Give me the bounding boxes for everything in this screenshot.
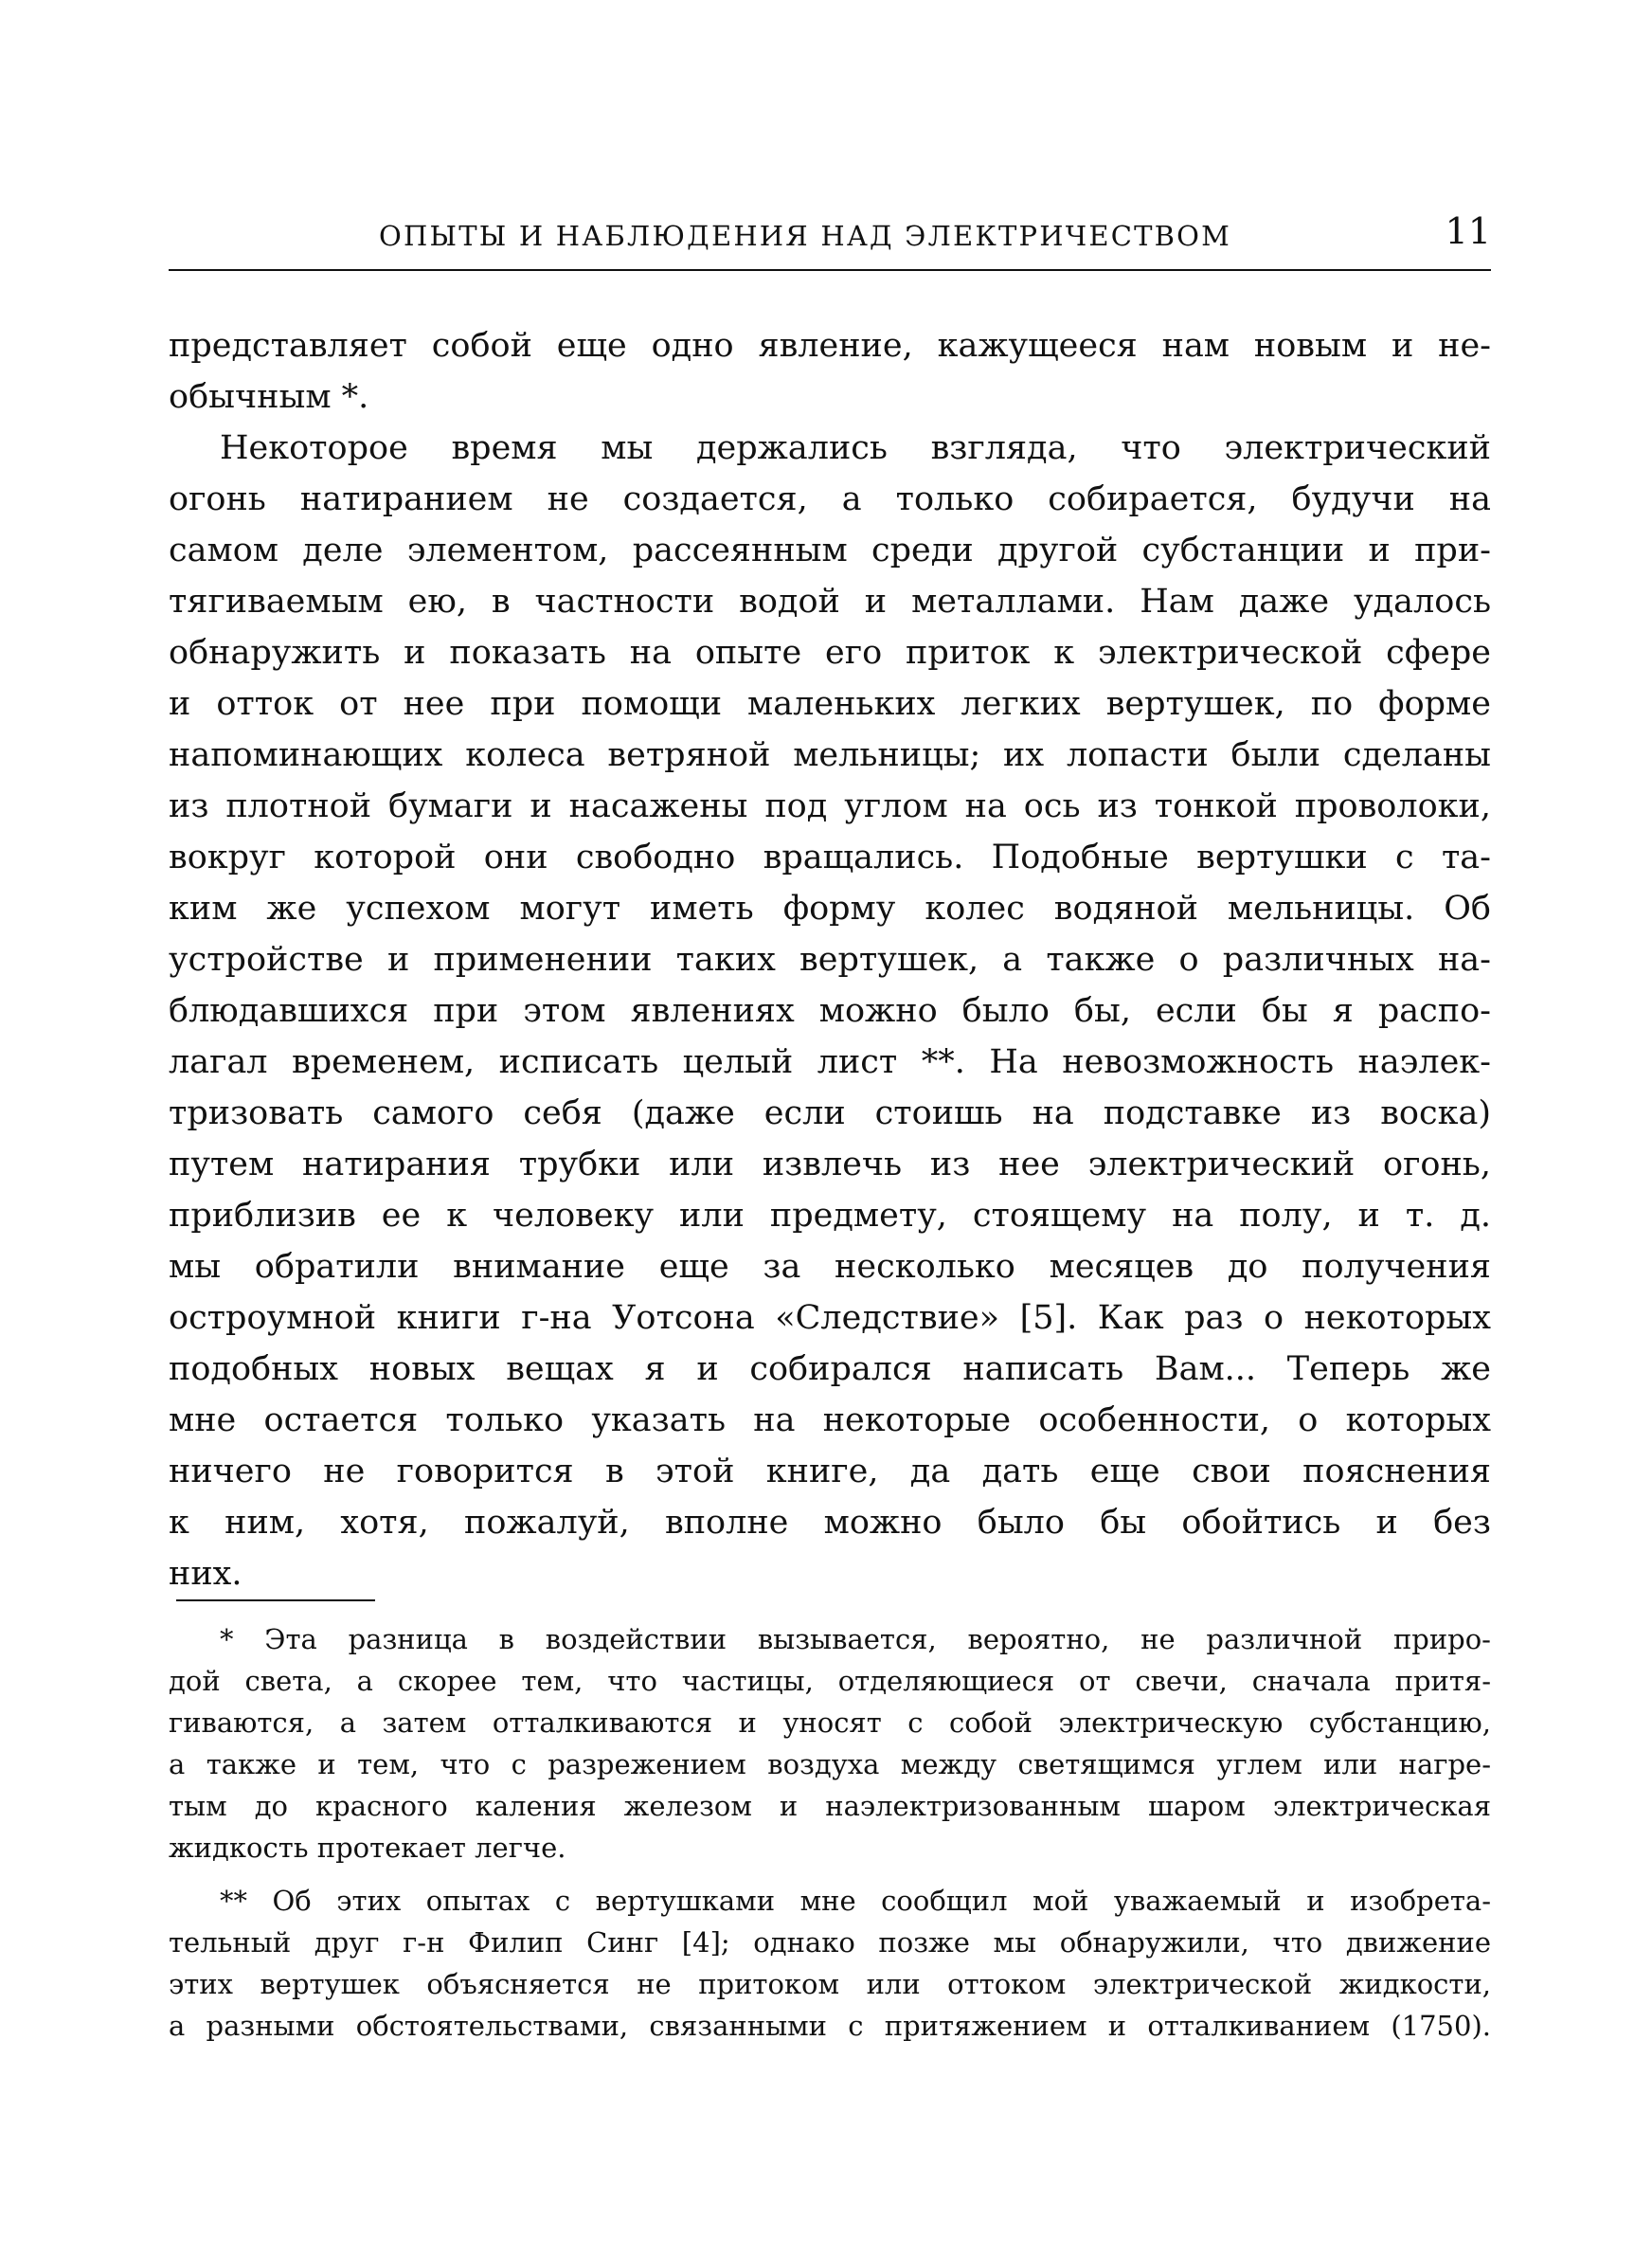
running-title: ОПЫТЫ И НАБЛЮДЕНИЯ НАД ЭЛЕКТРИЧЕСТВОМ [379,220,1232,252]
text-line: устройстве и применении таких вертушек, а также о различных на- [169,941,1491,979]
main-text [169,320,1491,1599]
text-line: ничего не говорится в этой книге, да дать еще свои пояснения [169,1453,1491,1490]
text-line: напоминающих колеса ветряной мельницы; их лопасти были сделаны [169,736,1491,774]
text-line: приблизив ее к человеку или предмету, стоящему на полу, и т. д. [169,1197,1491,1235]
footnote-line: гиваются, а затем отталкиваются и уносят с собой электрическую субстанцию, [169,1706,1491,1739]
footnote-line: ** Об этих опытах с вертушками мне сообщил мой уважаемый и изобрета- [220,1885,1491,1917]
text-line: ким же успехом могут иметь форму колес водяной мельницы. Об [169,890,1491,928]
footnotes [169,1618,1491,2047]
footnote-rule [176,1599,375,1601]
footnote-2 [169,1880,1491,2047]
text-line: них. [169,1555,242,1593]
text-line: остроумной книги г-на Уотсона «Следствие» [5]. Как раз о некоторых [169,1299,1491,1337]
text-line: обнаружить и показать на опыте его приток к электрической сфере [169,634,1491,672]
footnote-line: тельный друг г-н Филип Синг [4]; однако позже мы обнаружили, что движение [169,1926,1491,1959]
text-line: тризовать самого себя (даже если стоишь на подставке из воска) [169,1094,1491,1132]
text-line: путем натирания трубки или извлечь из нее электрический огонь, [169,1146,1491,1183]
footnote-gap [169,1869,1491,1880]
paragraph-2 [169,423,1491,1599]
page-number: 11 [1445,210,1491,252]
text-line: к ним, хотя, пожалуй, вполне можно было бы обойтись и без [169,1504,1491,1542]
text-line: из плотной бумаги и насажены под углом на ось из тонкой проволоки, [169,787,1491,825]
paragraph-1 [169,320,1491,423]
text-line: подобных новых вещах я и собирался написать Вам... Теперь же [169,1350,1491,1388]
footnote-line: * Эта разница в воздействии вызывается, вероятно, не различной приро- [220,1623,1491,1655]
text-line: мы обратили внимание еще за несколько месяцев до получения [169,1248,1491,1286]
text-line: представляет собой еще одно явление, кажущееся нам новым и не- [169,327,1491,365]
text-line: мне остается только указать на некоторые особенности, о которых [169,1401,1491,1439]
footnote-line: дой света, а скорее тем, что частицы, отделяющиеся от свечи, сначала притя- [169,1665,1491,1697]
text-line: вокруг которой они свободно вращались. Подобные вертушки с та- [169,839,1491,876]
footnote-line: жидкость протекает легче. [169,1832,566,1864]
text-line: самом деле элементом, рассеянным среди другой субстанции и при- [169,532,1491,569]
text-line: огонь натиранием не создается, а только собирается, будучи на [169,480,1491,518]
text-line: и отток от нее при помощи маленьких легких вертушек, по форме [169,685,1491,723]
footnote-line: этих вертушек объясняется не притоком или оттоком электрической жидкости, [169,1968,1491,2000]
footnote-line: а также и тем, что с разрежением воздуха между светящимся углем или нагре- [169,1748,1491,1780]
text-line: обычным *. [169,378,369,416]
footnote-line: а разными обстоятельствами, связанными с притяжением и отталкиванием (1750). [169,2010,1491,2042]
text-line: Некоторое время мы держались взгляда, что электрический [220,429,1491,467]
header-rule [169,269,1491,271]
text-line: тягиваемым ею, в частности водой и металлами. Нам даже удалось [169,583,1491,621]
text-line: лагал временем, исписать целый лист **. На невозможность наэлек- [169,1043,1491,1081]
text-line: блюдавшихся при этом явлениях можно было бы, если бы я распо- [169,992,1491,1030]
footnote-1 [169,1618,1491,1869]
running-head [169,210,1491,275]
footnote-line: тым до красного каления железом и наэлектризованным шаром электрическая [169,1790,1491,1822]
